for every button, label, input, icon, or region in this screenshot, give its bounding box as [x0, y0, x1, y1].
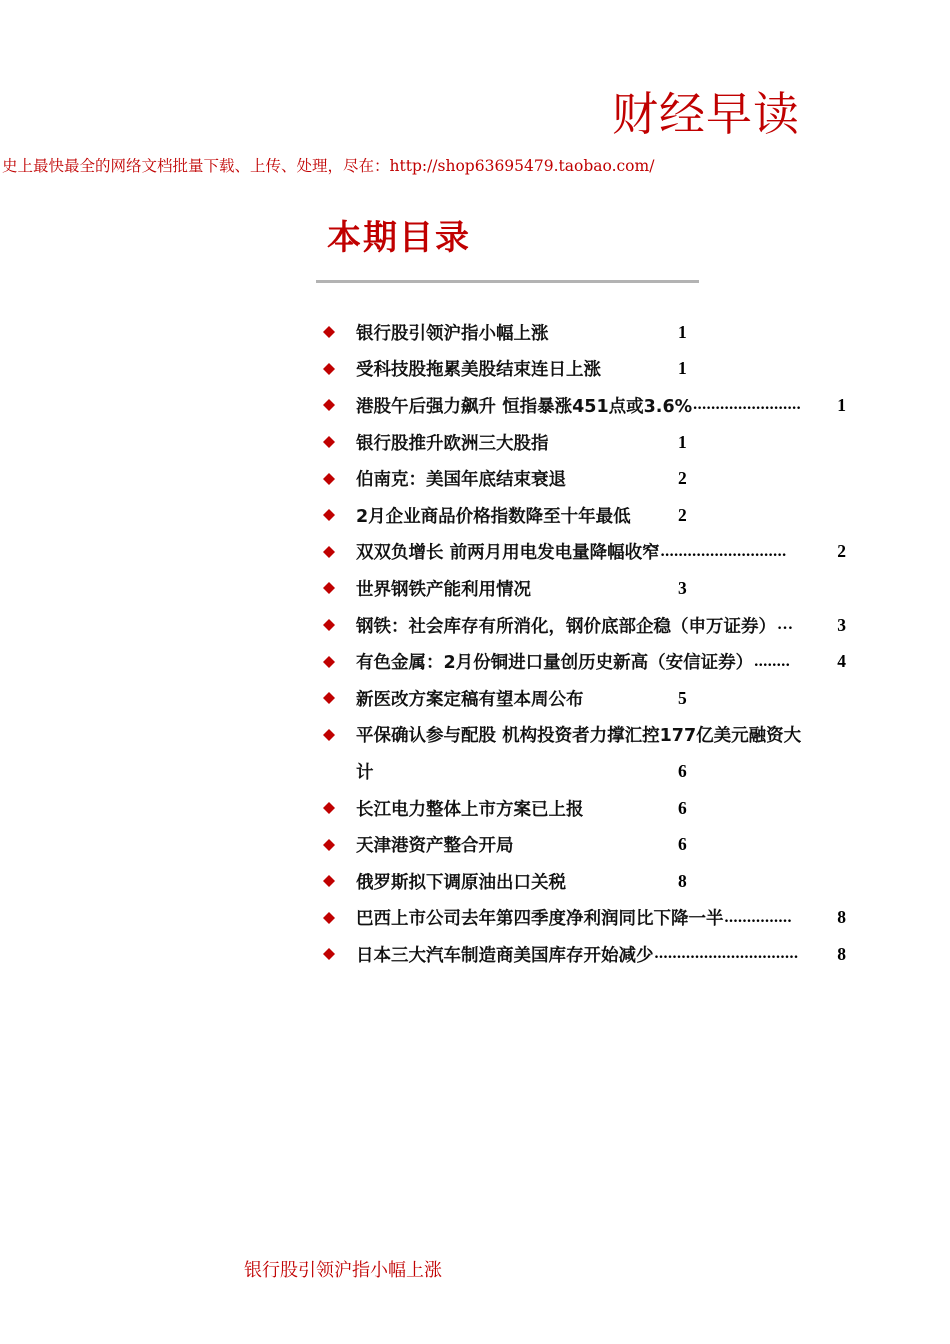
promo-link-text[interactable]: 史上最快最全的网络文档批量下载、上传、处理，尽在：http://shop63695479.taobao.com/	[2, 157, 655, 175]
toc-entry-page: 1	[678, 431, 687, 452]
dot-leader: ............................	[660, 542, 787, 560]
toc-heading: 本期目录	[327, 218, 471, 258]
toc-entry-page: 3	[678, 577, 687, 598]
toc-entry-title: 伯南克：美国年底结束衰退	[356, 470, 566, 491]
diamond-icon	[322, 546, 335, 558]
toc-entry-page: 8	[678, 870, 687, 891]
toc-entry-page: 5	[678, 687, 687, 708]
toc-entry[interactable]	[322, 826, 846, 863]
diamond-icon	[322, 619, 335, 631]
toc-entry[interactable]	[322, 570, 846, 607]
toc-entry-page: 6	[678, 797, 687, 818]
toc-entry-page: 1	[837, 394, 846, 415]
toc-entry-title: 受科技股拖累美股结束连日上涨	[356, 360, 601, 381]
dot-leader: ................................	[654, 945, 799, 963]
dot-leader: ........	[754, 652, 791, 670]
toc-entry[interactable]	[322, 497, 846, 534]
diamond-icon	[322, 326, 335, 338]
toc-entry-page: 4	[837, 651, 846, 672]
toc-entry-title: 新医改方案定稿有望本周公布	[356, 689, 584, 710]
toc-entry[interactable]	[322, 790, 846, 827]
diamond-icon	[322, 802, 335, 814]
toc-entry[interactable]	[322, 424, 846, 461]
toc-entry-title: 港股午后强力飙升 恒指暴涨451点或3.6%	[356, 396, 693, 417]
toc-entry-title: 天津港资产整合开局	[356, 836, 514, 857]
toc-entry[interactable]	[322, 643, 846, 680]
toc-entry-page: 2	[837, 541, 846, 562]
toc-entry-page: 8	[837, 907, 846, 928]
toc-entry-title: 日本三大汽车制造商美国库存开始减少	[356, 945, 654, 966]
toc-entry[interactable]	[322, 607, 846, 644]
toc-entry[interactable]	[322, 936, 846, 973]
toc-entry-title: 有色金属：2月份铜进口量创历史新高（安信证券）	[356, 653, 754, 674]
toc-entry-page: 6	[678, 760, 687, 781]
toc-entry[interactable]	[322, 387, 846, 424]
toc-entry[interactable]	[322, 717, 846, 790]
toc-entry-title-continued: 计	[356, 762, 374, 783]
toc-entry[interactable]	[322, 863, 846, 900]
toc-entry[interactable]	[322, 460, 846, 497]
diamond-icon	[322, 839, 335, 851]
toc-entry-title: 俄罗斯拟下调原油出口关税	[356, 872, 566, 893]
section-title: 银行股引领沪指小幅上涨	[244, 1260, 442, 1281]
diamond-icon	[322, 948, 335, 960]
toc-entry-title: 世界钢铁产能利用情况	[356, 579, 531, 600]
toc-entry-title: 银行股推升欧洲三大股指	[356, 433, 549, 454]
toc-entry-title: 长江电力整体上市方案已上报	[356, 799, 584, 820]
toc-entry-page: 1	[678, 358, 687, 379]
diamond-icon	[322, 875, 335, 887]
toc-entry-title: 巴西上市公司去年第四季度净利润同比下降一半	[356, 909, 724, 930]
toc-entry-page: 6	[678, 834, 687, 855]
dot-leader: ........................	[693, 396, 802, 414]
diamond-icon	[322, 436, 335, 448]
toc-entry-title: 平保确认参与配股 机构投资者力撑汇控177亿美元融资大	[356, 726, 802, 747]
toc-entry-title: 双双负增长 前两月用电发电量降幅收窄	[356, 543, 660, 564]
toc-entry-title: 2月企业商品价格指数降至十年最低	[356, 506, 631, 527]
toc-entry-page: 1	[678, 321, 687, 342]
toc-entry[interactable]	[322, 351, 846, 388]
masthead-title: 财经早读	[612, 87, 800, 141]
diamond-icon	[322, 656, 335, 668]
toc-entry-title: 银行股引领沪指小幅上涨	[356, 323, 549, 344]
toc-entry[interactable]	[322, 534, 846, 571]
dot-leader: …	[777, 616, 794, 634]
toc-entry[interactable]	[322, 680, 846, 717]
diamond-icon	[322, 692, 335, 704]
diamond-icon	[322, 363, 335, 375]
toc-entry-page: 3	[837, 614, 846, 635]
diamond-icon	[322, 399, 335, 411]
diamond-icon	[322, 582, 335, 594]
toc-entry-page: 2	[678, 504, 687, 525]
diamond-icon	[322, 912, 335, 924]
toc-entry[interactable]	[322, 314, 846, 351]
diamond-icon	[322, 509, 335, 521]
toc-entry-title: 钢铁：社会库存有所消化，钢价底部企稳（申万证券）	[356, 616, 776, 637]
toc-entry-page: 2	[678, 468, 687, 489]
diamond-icon	[322, 473, 335, 485]
dot-leader: ...............	[724, 908, 792, 926]
heading-divider	[316, 280, 699, 283]
toc-entry[interactable]	[322, 900, 846, 937]
diamond-icon	[322, 717, 335, 754]
toc-entry-page: 8	[837, 943, 846, 964]
table-of-contents	[322, 314, 846, 973]
